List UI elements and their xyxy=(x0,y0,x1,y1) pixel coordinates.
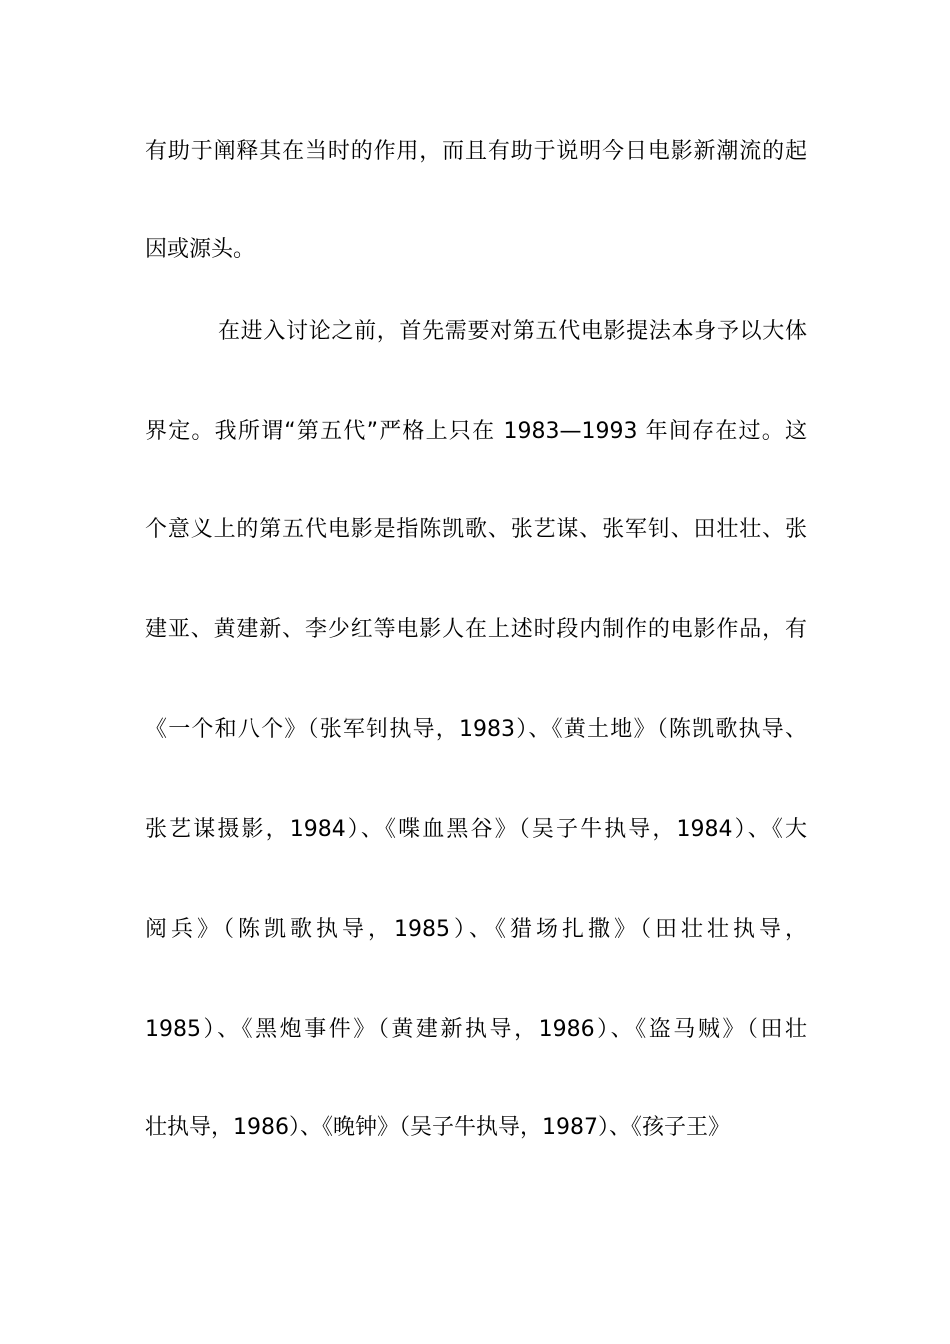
text-line-4: 界定。我所谓“第五代”严格上只在 1983—1993 年间存在过。这 xyxy=(145,419,807,444)
paragraph-start-line: 在进入讨论之前，首先需要对第五代电影提法本身予以大体 xyxy=(218,319,807,344)
text-line-7: 《一个和八个》（张军钊执导，1983）、《黄土地》（陈凯歌执导、 xyxy=(145,717,807,742)
text-line-10: 1985）、《黑炮事件》（黄建新执导，1986）、《盗马贼》（田壮 xyxy=(145,1017,807,1042)
text-line-2: 因或源头。 xyxy=(145,237,256,262)
text-line-9: 阅兵》（陈凯歌执导，1985）、《猎场扎撒》（田壮壮执导， xyxy=(145,917,807,942)
text-line-11: 壮执导，1986）、《晚钟》（吴子牛执导，1987）、《孩子王》 xyxy=(145,1115,730,1140)
text-line-1: 有助于阐释其在当时的作用，而且有助于说明今日电影新潮流的起 xyxy=(145,139,807,164)
text-line-5: 个意义上的第五代电影是指陈凯歌、张艺谋、张军钊、田壮壮、张 xyxy=(145,517,807,542)
text-line-8: 张艺谋摄影，1984）、《喋血黑谷》（吴子牛执导，1984）、《大 xyxy=(145,817,807,842)
text-line-6: 建亚、黄建新、李少红等电影人在上述时段内制作的电影作品，有 xyxy=(145,617,807,642)
